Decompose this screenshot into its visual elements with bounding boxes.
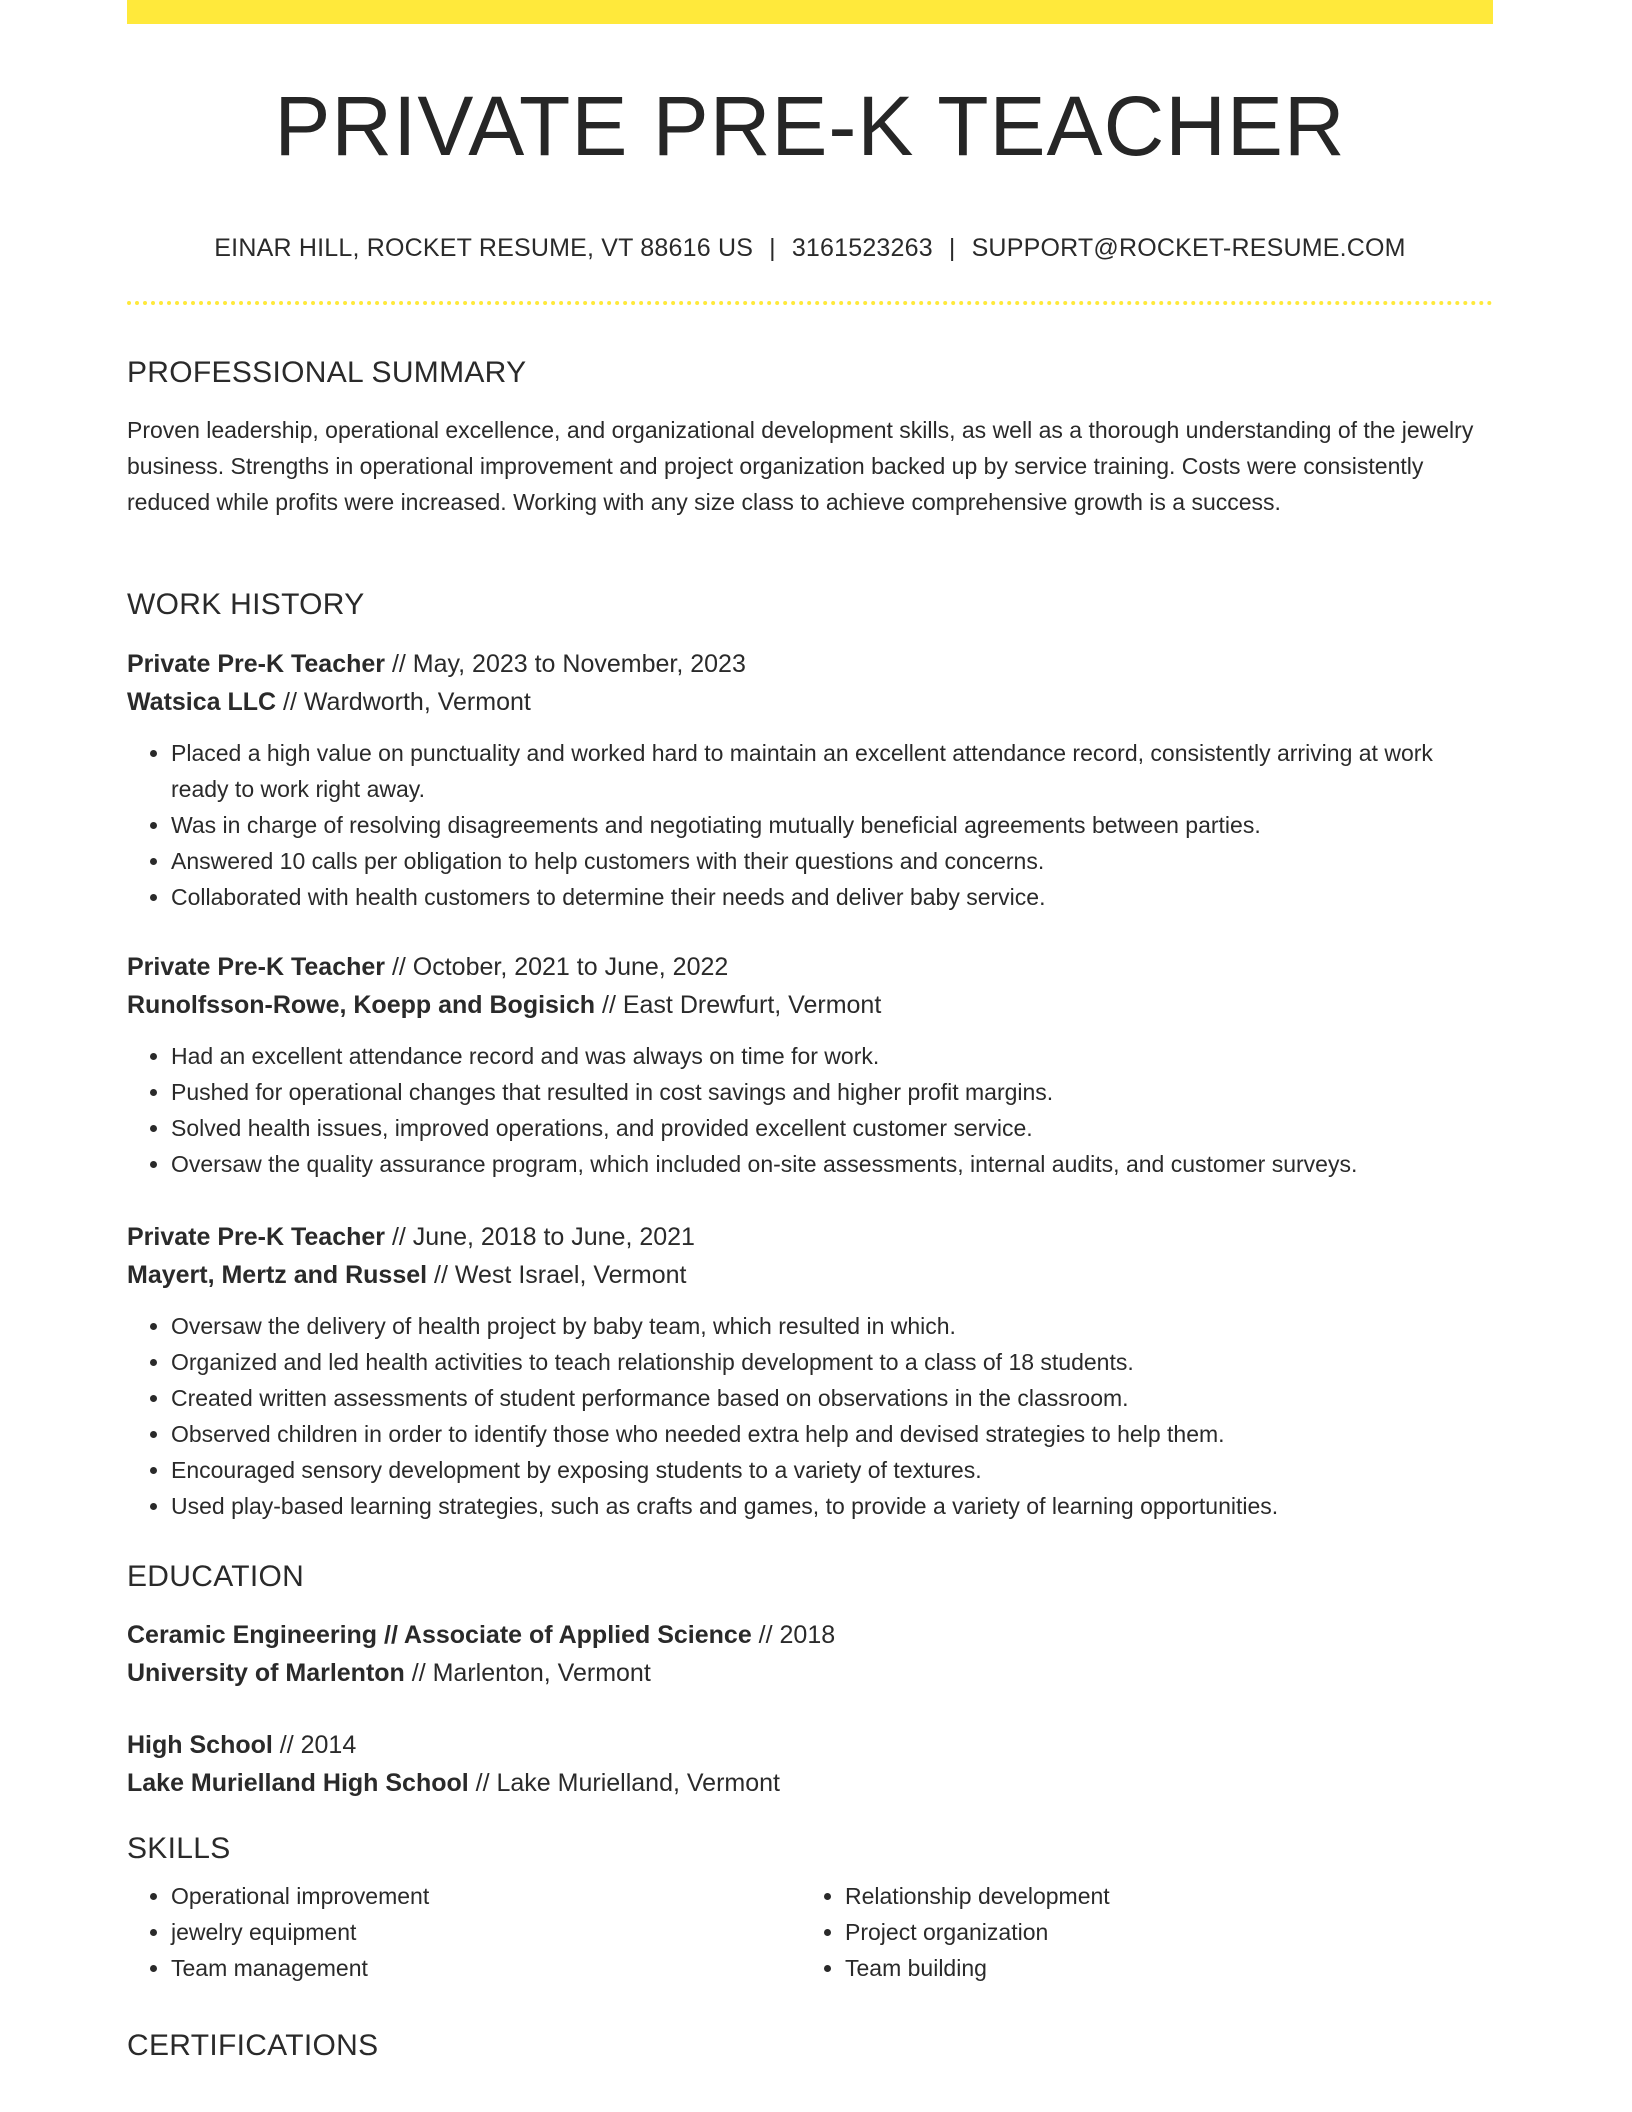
job-location: // West Israel, Vermont (427, 1261, 687, 1289)
summary-heading: PROFESSIONAL SUMMARY (127, 356, 527, 389)
contact-phone: 3161523263 (791, 234, 933, 262)
list-item: • Pushed for operational changes that resulted in cost savings and higher profit margins. (171, 1074, 1493, 1110)
job-entry (127, 645, 1493, 915)
contact-address: EINAR HILL, ROCKET RESUME, VT 88616 US (214, 234, 754, 262)
education-degree-line (127, 1616, 1493, 1654)
skills-right-list (801, 1878, 1475, 1986)
job-entry (127, 1218, 1493, 1524)
contact-separator: | (948, 234, 956, 262)
skills-left-list (127, 1878, 801, 1986)
list-item: • Answered 10 calls per obligation to help customers with their questions and concerns. (171, 843, 1493, 879)
job-company: Mayert, Mertz and Russel (127, 1261, 428, 1289)
list-item: • Oversaw the delivery of health project by baby team, which resulted in which. (171, 1308, 1493, 1344)
top-accent-bar (127, 0, 1493, 24)
job-company-line (127, 986, 1493, 1024)
skills-section (127, 1834, 1493, 1986)
job-bullets (127, 1038, 1493, 1182)
list-item: • Collaborated with health customers to determine their needs and deliver baby service. (171, 879, 1493, 915)
education-section (127, 1562, 1493, 1592)
list-item: • Team management (171, 1950, 801, 1986)
list-item: • Encouraged sensory development by exposing students to a variety of textures. (171, 1452, 1493, 1488)
work-history-heading: WORK HISTORY (127, 588, 365, 621)
education-entry (127, 1616, 1493, 1692)
list-item: • Relationship development (845, 1878, 1475, 1914)
dotted-divider (127, 301, 1493, 305)
contact-line (127, 234, 1493, 263)
list-item: • Was in charge of resolving disagreements and negotiating mutually beneficial agreements between parties. (171, 807, 1493, 843)
education-year: // 2018 (751, 1621, 836, 1649)
job-title-line (127, 1218, 1493, 1256)
education-year: // 2014 (272, 1731, 357, 1759)
list-item: • Placed a high value on punctuality and worked hard to maintain an excellent attendance record, consistently arriving at work ready to work right away. (171, 735, 1493, 807)
job-title: Private Pre-K Teacher (127, 953, 385, 981)
resume-page (127, 0, 1493, 2062)
education-school: University of Marlenton (127, 1659, 405, 1687)
list-item: • Used play-based learning strategies, such as crafts and games, to provide a variety of learning opportunities. (171, 1488, 1493, 1524)
summary-section (127, 358, 1493, 520)
job-location: // Wardworth, Vermont (276, 688, 531, 716)
certifications-heading: CERTIFICATIONS (127, 2029, 379, 2062)
education-degree: High School (127, 1731, 273, 1759)
work-history-section (127, 590, 1493, 620)
education-school-line (127, 1764, 1493, 1802)
list-item: • jewelry equipment (171, 1914, 801, 1950)
job-company-line (127, 1256, 1493, 1294)
job-dates: // May, 2023 to November, 2023 (385, 650, 746, 678)
job-title: Private Pre-K Teacher (127, 650, 385, 678)
education-school: Lake Murielland High School (127, 1769, 469, 1797)
list-item: • Solved health issues, improved operations, and provided excellent customer service. (171, 1110, 1493, 1146)
job-dates: // June, 2018 to June, 2021 (385, 1223, 695, 1251)
list-item: • Had an excellent attendance record and was always on time for work. (171, 1038, 1493, 1074)
job-title-line (127, 645, 1493, 683)
list-item: • Project organization (845, 1914, 1475, 1950)
certifications-section (127, 2031, 1493, 2061)
list-item: • Operational improvement (171, 1878, 801, 1914)
skills-columns (127, 1878, 1493, 1986)
job-entry (127, 948, 1493, 1182)
list-item: • Organized and led health activities to teach relationship development to a class of 18 students. (171, 1344, 1493, 1380)
summary-text: Proven leadership, operational excellence, and organizational development skills, as well as a thorough understanding of the jewelry business. Strengths in operational improvement and project organization backed up by service training. Costs were consistently reduced while profits were increased. Working with any size class to achieve comprehensive growth is a success. (127, 417, 1474, 515)
list-item: • Team building (845, 1950, 1475, 1986)
education-location: // Marlenton, Vermont (404, 1659, 651, 1687)
education-degree: Ceramic Engineering // Associate of Applied Science (127, 1621, 752, 1649)
job-location: // East Drewfurt, Vermont (595, 991, 882, 1019)
job-title: Private Pre-K Teacher (127, 1223, 385, 1251)
job-dates: // October, 2021 to June, 2022 (385, 953, 729, 981)
list-item: • Created written assessments of student performance based on observations in the classroom. (171, 1380, 1493, 1416)
job-title-line (127, 948, 1493, 986)
education-degree-line (127, 1726, 1493, 1764)
job-company: Runolfsson-Rowe, Koepp and Bogisich (127, 991, 596, 1019)
education-entry (127, 1726, 1493, 1802)
job-bullets (127, 1308, 1493, 1524)
job-company: Watsica LLC (127, 688, 277, 716)
education-location: // Lake Murielland, Vermont (468, 1769, 780, 1797)
list-item: • Observed children in order to identify those who needed extra help and devised strategies to help them. (171, 1416, 1493, 1452)
skills-heading: SKILLS (127, 1832, 231, 1865)
job-bullets (127, 735, 1493, 915)
job-company-line (127, 683, 1493, 721)
resume-title: PRIVATE PRE-K TEACHER (274, 79, 1346, 173)
contact-email: SUPPORT@ROCKET-RESUME.COM (971, 234, 1406, 262)
education-heading: EDUCATION (127, 1560, 305, 1593)
list-item: • Oversaw the quality assurance program, which included on-site assessments, internal audits, and customer surveys. (171, 1146, 1493, 1182)
contact-separator: | (769, 234, 776, 262)
education-school-line (127, 1654, 1493, 1692)
